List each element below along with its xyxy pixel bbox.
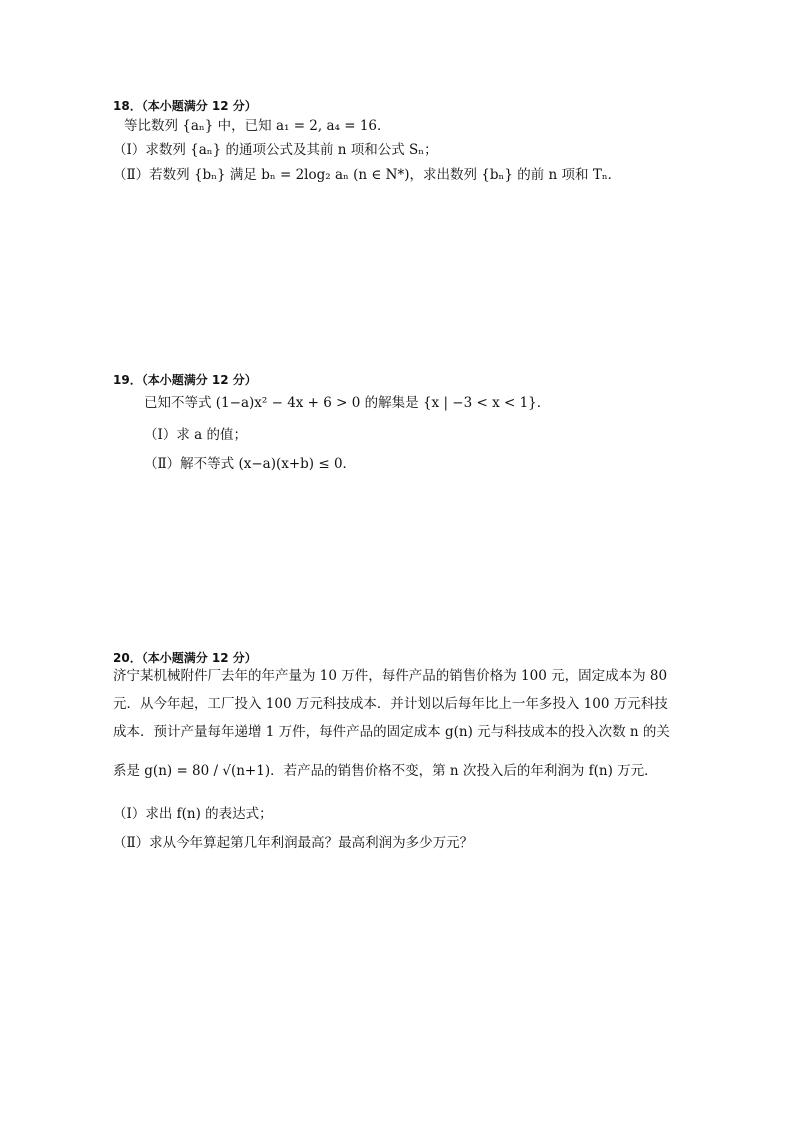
problem-text-line: 元．从今年起，工厂投入 100 万元科技成本．并计划以后每年比上一年多投入 100 万元科技 [113,696,668,712]
part-2: （Ⅱ）解不等式 (x−a)(x+b) ≤ 0． [144,456,357,472]
problem-text-line: 系是 g(n) = 80 / √(n+1)．若产品的销售价格不变，第 n 次投入后的年利润为 f(n) 万元． [113,763,658,779]
problem-text-line: 成本．预计产量每年递增 1 万件，每件产品的固定成本 g(n) 元与科技成本的投入次数 n 的关 [113,724,670,740]
problem-header: 20．（本小题满分 12 分） [113,651,257,665]
part-2: （Ⅱ）求从今年算起第几年利润最高？最高利润为多少万元？ [113,835,474,851]
problem-statement: 等比数列 {aₙ} 中，已知 a₁ = 2, a₄ = 16． [124,118,391,134]
part-1: （Ⅰ）求 a 的值； [144,427,247,443]
part-1: （Ⅰ）求数列 {aₙ} 的通项公式及其前 n 项和公式 Sₙ； [113,142,438,158]
problem-statement: 已知不等式 (1−a)x² − 4x + 6 > 0 的解集是 {x | −3 < x < 1}． [144,395,551,411]
part-2: （Ⅱ）若数列 {bₙ} 满足 bₙ = 2log₂ aₙ (n ∈ N*)，求出数列 {bₙ} 的前 n 项和 Tₙ． [113,167,622,183]
part-1: （Ⅰ）求出 f(n) 的表达式； [113,806,273,822]
problem-text-line: 济宁某机械附件厂去年的年产量为 10 万件，每件产品的销售价格为 100 元，固定成本为 80 [113,668,668,684]
problem-header: 19．（本小题满分 12 分） [113,373,257,387]
problem-header: 18．（本小题满分 12 分） [113,99,257,113]
